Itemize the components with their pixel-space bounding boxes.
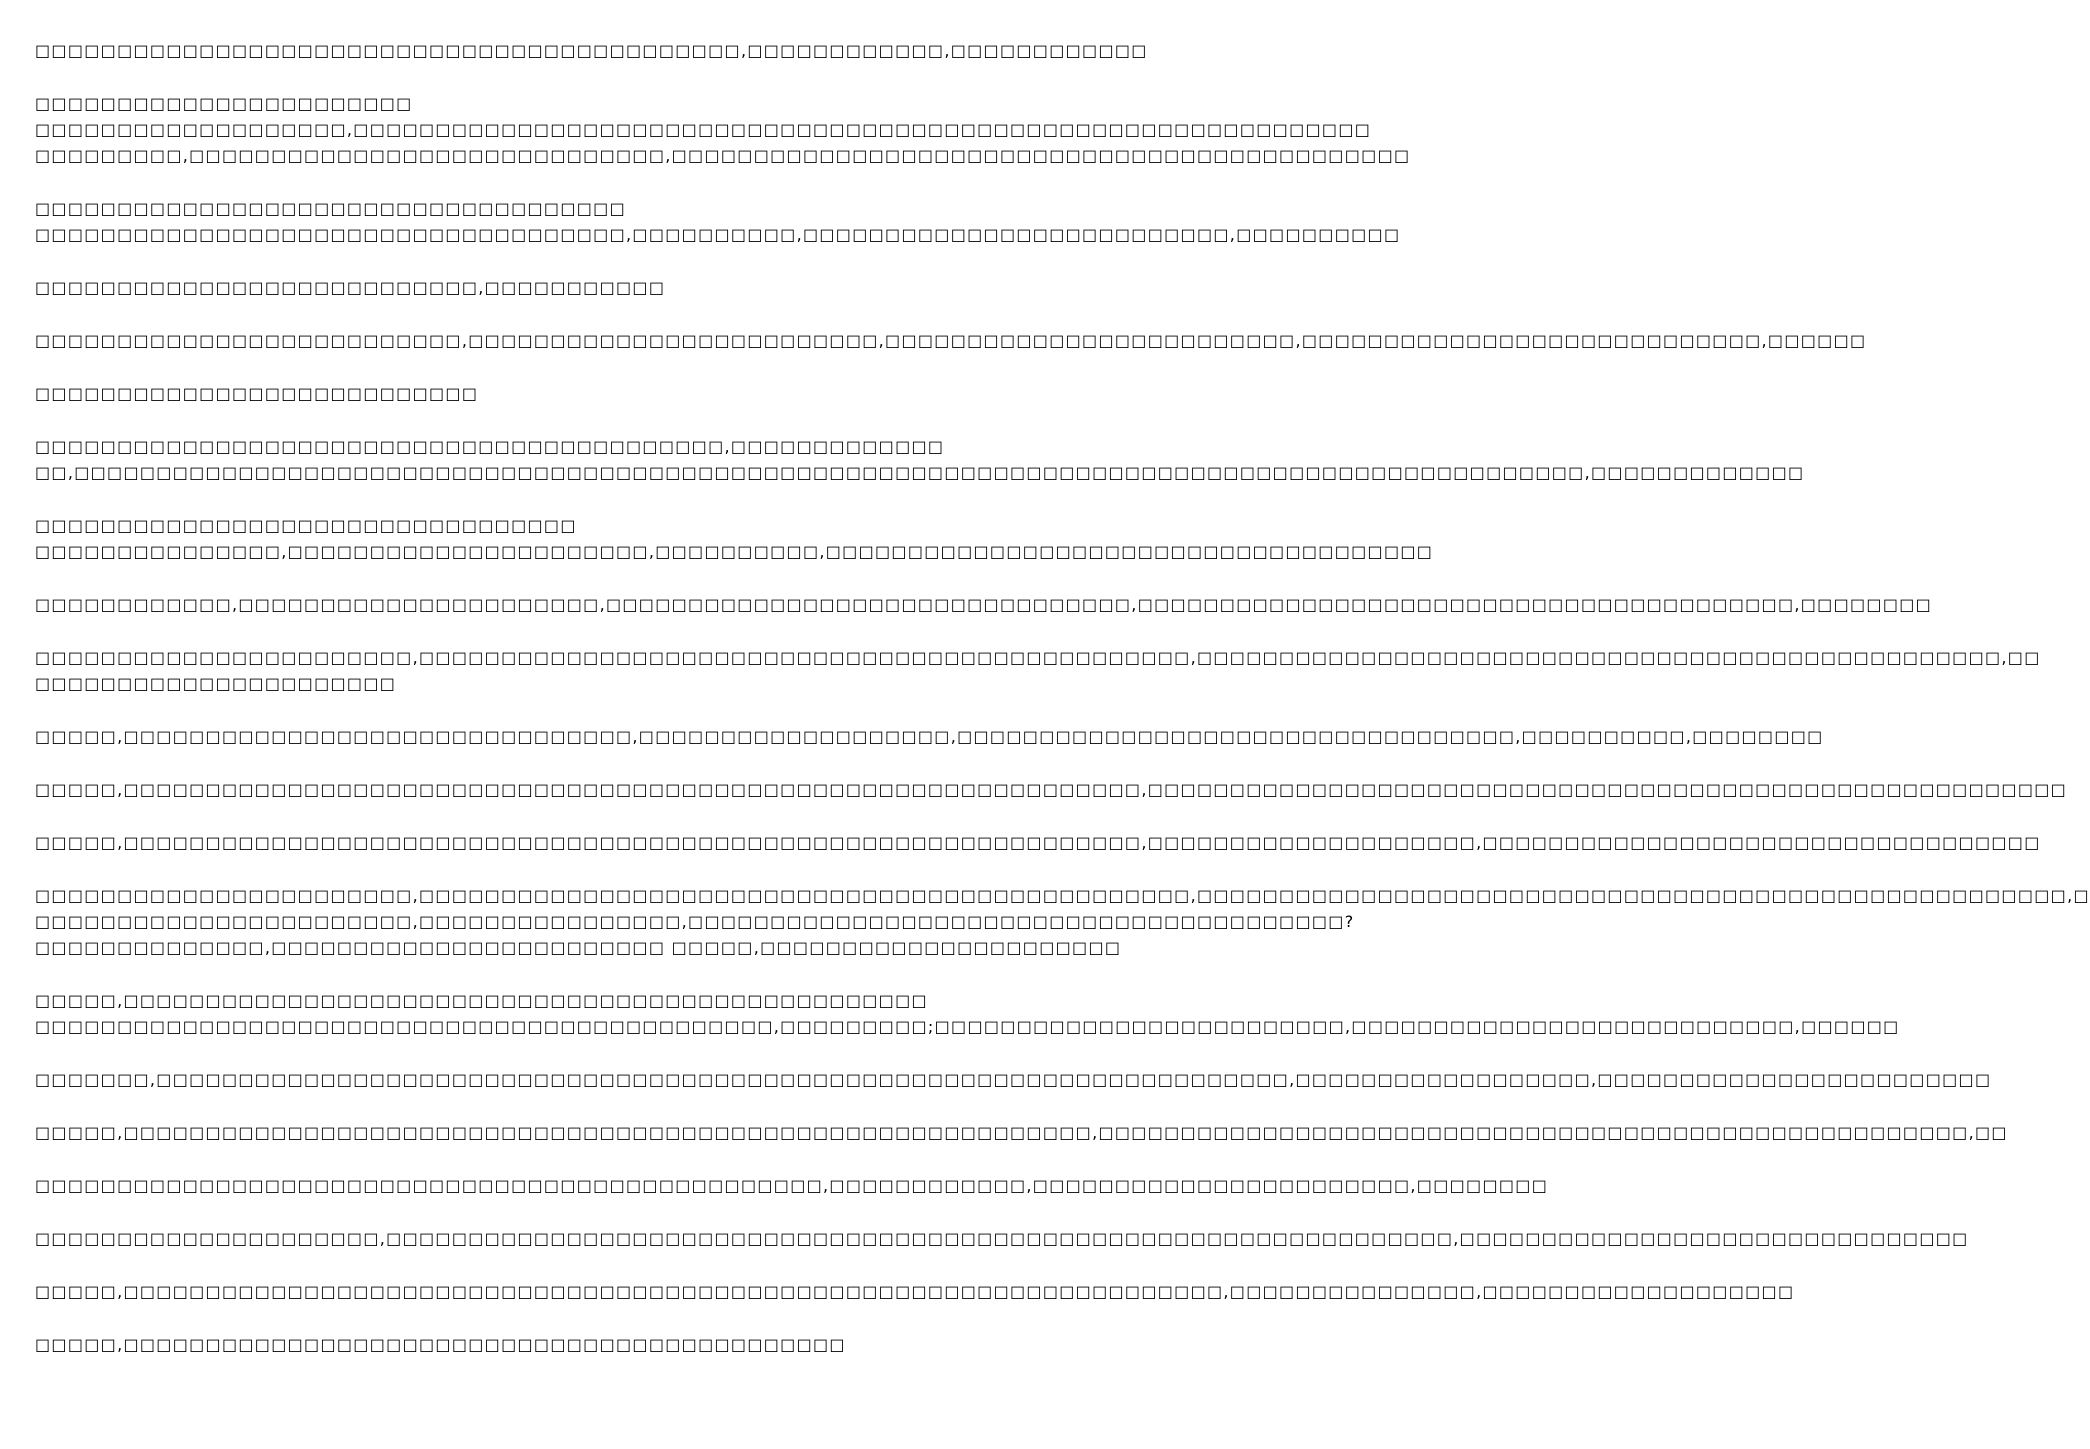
text-line: □□□□□□□□□□□□□□□□□□□□□□: [35, 674, 397, 693]
paragraph: [35, 91, 1411, 169]
paragraph: [35, 196, 1401, 248]
text-line: □□□□□,□□□□□□□□□□□□□□□□□□□□□□□□□□□□□□□,□□□□□□□□□□□□□□□□□□□,□□□□□□□□□□□□□□□□□□□□□□□□□□□□□□□□□□,□□□□□□□□□□,□□□□□□□□: [35, 727, 1824, 746]
paragraph: [35, 275, 990, 301]
text-line: □□□□□□□□□□□□□□□□□□□□□□□,□□□□□□□□□□□□□□□□,□□□□□□□□□□□□□□□□□□□□□□□□□□□□□□□□□□□□□□□□?: [35, 912, 1355, 931]
text-line: □□□□□□□□□□□□□□□□□□□□□□□□□□□,□□□□□□□□□□□: [35, 278, 666, 297]
text-line: □□□□□□□□□□□□□□□,□□□□□□□□□□□□□□□□□□□□□□,□□□□□□□□□□,□□□□□□□□□□□□□□□□□□□□□□□□□□□□□□□□□□□□□: [35, 542, 1434, 561]
text-line: □□□□□□□□□□□□□□□□□□□□□□□□□□□□□□□□□: [35, 516, 577, 535]
text-line: □□□□□,□□□□□□□□□□□□□□□□□□□□□□□□□□□□□□□□□□□□□□□□□□□□: [35, 1335, 846, 1354]
paragraph: [35, 434, 1805, 486]
text-line: □□□□□□□□□□□□□□□□□□□□□□□□□□,□□□□□□□□□□□□□□□□□□□□□□□□□,□□□□□□□□□□□□□□□□□□□□□□□□□,□□□□□□□□□□□□□□□□□□□□□□□□□□□□,□□□□□□: [35, 331, 1867, 350]
paragraph: [35, 777, 2068, 803]
text-line: □□□□□□□□□□□□□□□□□□□□□□□,□□□□□□□□□□□□□□□□□□□□□□□□□□□□□□□□□□□□□□□□□□□□□□□,□□□□□□□□□□□□□□□□□□□□□□□□□□□□□□□□□□□□□□□□□□□□□□□□□,□□: [35, 648, 2041, 667]
paragraph: [35, 1067, 1992, 1093]
paragraph: [35, 592, 1933, 618]
text-line: □□□□□□□□□,□□□□□□□□□□□□□□□□□□□□□□□□□□□□□,□□□□□□□□□□□□□□□□□□□□□□□□□□□□□□□□□□□□□□□□□□□□□: [35, 146, 1411, 165]
text-line: □□□□□□□□□□□□□□□□□□□□□□□□□□□□□□□□□□□□□□□□□□,□□□□□□□□□□□□□: [35, 437, 945, 456]
text-line: □□□□□,□□□□□□□□□□□□□□□□□□□□□□□□□□□□□□□□□□□□□□□□□□□□□□□□□□□□□□□□□□□□□□,□□□□□□□□□□□□□□□□□□□□□□□□□□□□□□□□□□□□□□□□□□□□□□□□□□□□□□□□: [35, 780, 2068, 799]
text-line: □□□□□□□□□□□□□□□□□□□□□□□□□□□□□□□□□□□□□□□□□□□,□□□□□□□□□□□□,□□□□□□□□□□□□: [35, 41, 1148, 60]
text-line: □□□□□□□□□□□□□□□□□□□□□□□: [35, 94, 413, 113]
paragraph: [35, 988, 1900, 1040]
text-line: □□□□□,□□□□□□□□□□□□□□□□□□□□□□□□□□□□□□□□□□□□□□□□□□□□□□□□□: [35, 991, 928, 1010]
text-line: □□□□□□□□□□□□□□□□□□□,□□□□□□□□□□□□□□□□□□□□□□□□□□□□□□□□□□□□□□□□□□□□□□□□□□□□□□□□□□□□□□: [35, 120, 1372, 139]
text-line: □□□□□□□□□□□□□□□□□□□□□□□□□□□□□□□□□□□□: [35, 199, 627, 218]
paragraph: [35, 1173, 1549, 1199]
paragraph: [35, 1226, 1969, 1252]
paragraph: [35, 381, 990, 407]
paragraph: [35, 883, 2090, 961]
document-page: [35, 38, 2090, 1385]
text-line: □□□□□□□□□□□□□□□□□□□□□□□□□□□□□□□□□□□□□□□□□□□□□□□□,□□□□□□□□□□□□,□□□□□□□□□□□□□□□□□□□□□□□,□□□□□□□□: [35, 1176, 1549, 1195]
paragraph: [35, 645, 2041, 697]
text-line: □□□□□□□□□□□□□□□□□□□□□□□□□□□□□□□□□□□□□□□□□□□□□,□□□□□□□□□;□□□□□□□□□□□□□□□□□□□□□□□□□,□□□□□□□□□□□□□□□□□□□□□□□□□□□,□□□□□□: [35, 1017, 1900, 1036]
text-line: □□□□□□□□□□□□□□□□□□□□□□□□□□□□□□□□□□□□,□□□□□□□□□□,□□□□□□□□□□□□□□□□□□□□□□□□□□,□□□□□□□□□□: [35, 225, 1401, 244]
paragraph: [35, 1120, 2008, 1146]
text-line: □□□□□□□,□□□□□□□□□□□□□□□□□□□□□□□□□□□□□□□□□□□□□□□□□□□□□□□□□□□□□□□□□□□□□□□□□□□□□,□□□□□□□□□□□□□□□□□□,□□□□□□□□□□□□□□□□□□□□□□□□: [35, 1070, 1992, 1089]
text-line: □□,□□□□□□□□□□□□□□□□□□□□□□□□□□□□□□□□□□□□□□□□□□□□□□□□□□□□□□□□□□□□□□□□□□□□□□□□□□□□□□□□□□□□□□□□□□□□,□□□□□□□□□□□□□: [35, 463, 1805, 482]
text-line: □□□□□□□□□□□□□□,□□□□□□□□□□□□□□□□□□□□□□□□ □□□□□,□□□□□□□□□□□□□□□□□□□□□□: [35, 938, 1122, 957]
paragraph: [35, 1332, 990, 1358]
text-line: □□□□□□□□□□□□,□□□□□□□□□□□□□□□□□□□□□□,□□□□□□□□□□□□□□□□□□□□□□□□□□□□□□□□,□□□□□□□□□□□□□□□□□□□□□□□□□□□□□□□□□□□□□□□□,□□□□□□□□: [35, 595, 1933, 614]
paragraph: [35, 724, 1824, 750]
paragraph: [35, 38, 1148, 64]
text-line: □□□□□,□□□□□□□□□□□□□□□□□□□□□□□□□□□□□□□□□□□□□□□□□□□□□□□□□□□□□□□□□□□□□□□□□□□,□□□□□□□□□□□□□□□,□□□□□□□□□□□□□□□□□□□: [35, 1282, 1795, 1301]
text-line: □□□□□□□□□□□□□□□□□□□□□,□□□□□□□□□□□□□□□□□□□□□□□□□□□□□□□□□□□□□□□□□□□□□□□□□□□□□□□□□□□□□□□□□,□□□□□□□□□□□□□□□□□□□□□□□□□□□□□□□: [35, 1229, 1969, 1248]
text-line: □□□□□□□□□□□□□□□□□□□□□□□,□□□□□□□□□□□□□□□□□□□□□□□□□□□□□□□□□□□□□□□□□□□□□□□,□□□□□□□□□□□□□□□□□□□□□□□□□□□□□□□□□□□□□□□□□□□□□□□□□□□□□,□: [35, 886, 2090, 905]
paragraph: [35, 513, 1434, 565]
text-line: □□□□□□□□□□□□□□□□□□□□□□□□□□□: [35, 384, 479, 403]
paragraph: [35, 328, 1867, 354]
text-line: □□□□□,□□□□□□□□□□□□□□□□□□□□□□□□□□□□□□□□□□□□□□□□□□□□□□□□□□□□□□□□□□□□□□,□□□□□□□□□□□□□□□□□□□□,□□□□□□□□□□□□□□□□□□□□□□□□□□□□□□□□□□: [35, 833, 2041, 852]
paragraph: [35, 830, 2041, 856]
text-line: □□□□□,□□□□□□□□□□□□□□□□□□□□□□□□□□□□□□□□□□□□□□□□□□□□□□□□□□□□□□□□□□□,□□□□□□□□□□□□□□□□□□□□□□□□□□□□□□□□□□□□□□□□□□□□□□□□□□□□□,□□: [35, 1123, 2008, 1142]
paragraph: [35, 1279, 1795, 1305]
